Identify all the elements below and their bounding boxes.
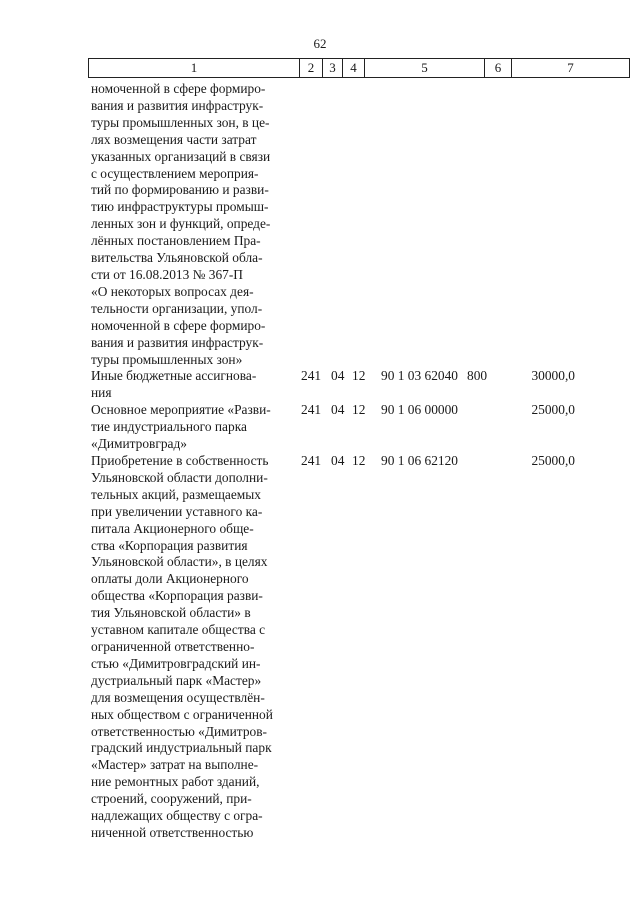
row-subsection-code: 12 [352,368,366,383]
row-expense-type: 800 [467,368,488,383]
row-admin-code: 241 [301,402,322,417]
row-name: номоченной в сфере формиро- вания и развития инфраструк- туры промышленных зон, в це- лях возмещения части затрат указанных организаций в связи с осуществлением мероприя- тий по формированию и разви- тию инфраструктуры промыш- ленных зон и функций, опреде- лённых постановлением Пра- вительства Ульяновской обла- сти от 16.08.2013 № 367-П «О некоторых вопросах дея- тельности организации, упол- номоченной в сфере формиро- вания и развития инфраструк- туры промышленных зон» [91,81,271,367]
row-name: Приобретение в собственность Ульяновской области дополни- тельных акций, размещаемых при увеличении уставного ка- питала Акционерного обще- ства «Корпорация развития Ульяновской области», в целях оплаты доли Акционерного общества «Корпорация разви- тия Ульяновской области» в уставном капитале общества с ограниченной ответственно- стью «Димитровградский ин- дустриальный парк «Мастер» для возмещения осуществлён- ных обществом с ограниченной ответственностью «Димитров- градский индустриальный парк «Мастер» затрат на выполне- ние ремонтных работ зданий, строений, сооружений, при- надлежащих обществу с огра- ниченной ответственностью [91,453,273,840]
row-amount: 25000,0 [531,453,575,468]
row-subsection-code: 12 [352,402,366,417]
column-header-6: 6 [484,59,511,77]
column-header-5: 5 [364,59,484,77]
row-section-code: 04 [331,402,345,417]
row-section-code: 04 [331,368,345,383]
row-target-article: 90 1 06 62120 [381,453,458,468]
row-section-code: 04 [331,453,345,468]
row-name: Иные бюджетные ассигнова- ния [91,368,257,400]
column-header-3: 3 [322,59,342,77]
row-target-article: 90 1 03 62040 [381,368,458,383]
column-header-4: 4 [342,59,364,77]
table-header-row [88,58,630,78]
row-name: Основное мероприятие «Разви- тие индустриального парка «Димитровград» [91,402,271,451]
row-amount: 30000,0 [531,368,575,383]
row-target-article: 90 1 06 00000 [381,402,458,417]
row-amount: 25000,0 [531,402,575,417]
column-header-2: 2 [299,59,322,77]
row-admin-code: 241 [301,368,322,383]
column-header-1: 1 [190,60,198,75]
row-subsection-code: 12 [352,453,366,468]
column-header-7: 7 [511,59,629,77]
page-number: 62 [313,36,327,51]
row-admin-code: 241 [301,453,322,468]
